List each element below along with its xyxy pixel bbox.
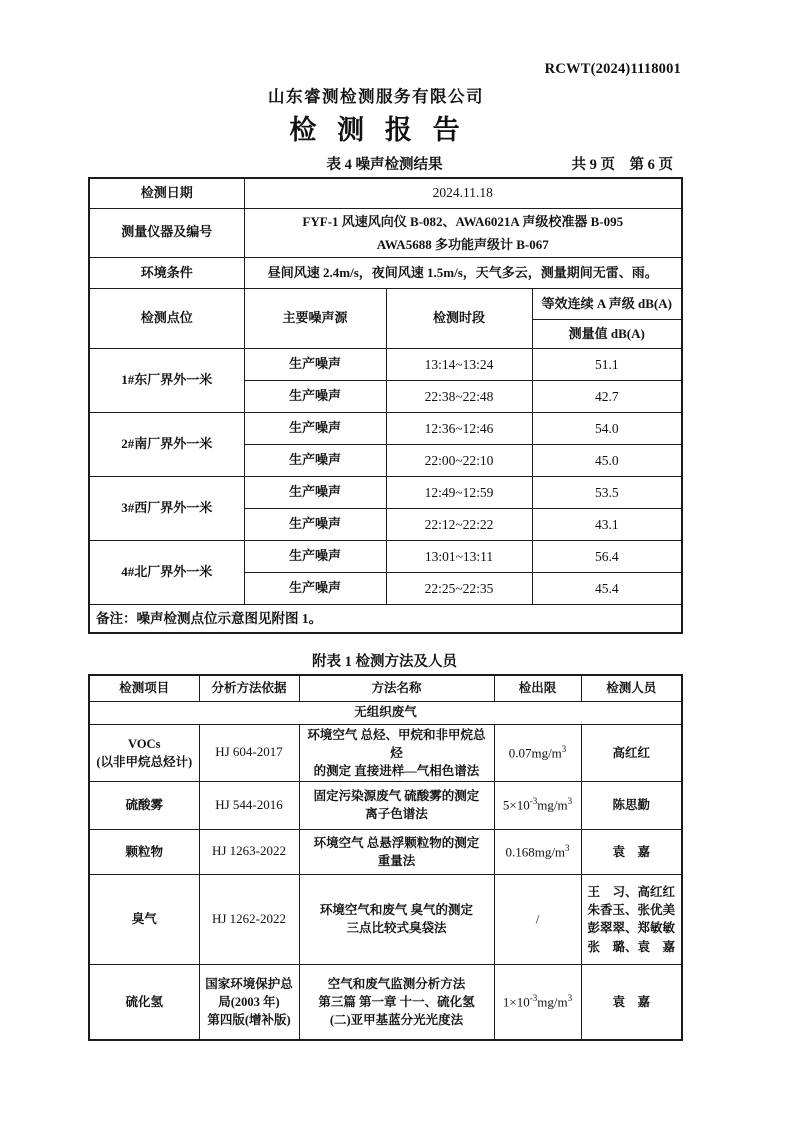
measured-value-cell: 53.5 (532, 477, 682, 509)
header-monitoring-point: 检测点位 (89, 289, 244, 349)
person-cell: 高红红 (581, 724, 682, 781)
instruments-line-1: FYF-1 风速风向仪 B-082、AWA6021A 声级校准器 B-095 (302, 213, 624, 229)
methods-table (88, 674, 683, 1041)
method-line: 离子色谱法 (365, 807, 428, 822)
monitoring-point-cell: 3#西厂界外一米 (89, 477, 244, 541)
company-name: 山东睿测检测服务有限公司 (268, 87, 484, 106)
header-basis: 分析方法依据 (199, 675, 299, 701)
person-line: 张 璐、袁 嘉 (587, 939, 675, 954)
report-number: RCWT(2024)1118001 (544, 61, 681, 77)
measured-value-cell: 45.4 (532, 573, 682, 605)
header-item: 检测项目 (89, 675, 199, 701)
limit-cell (494, 829, 581, 874)
method-cell (299, 874, 494, 964)
limit-unit: mg/m (531, 744, 562, 760)
instruments-line-2: AWA5688 多功能声级计 B-067 (376, 236, 549, 252)
header-noise-source: 主要噪声源 (244, 289, 386, 349)
basis-line: 局(2003 年) (218, 995, 280, 1010)
person-cell: 陈思勤 (581, 781, 682, 829)
noise-source-cell: 生产噪声 (244, 541, 386, 573)
basis-line: 第四版(增补版) (207, 1013, 291, 1028)
section-row-fugitive-gas: 无组织废气 (89, 701, 682, 724)
time-period-cell: 13:14~13:24 (386, 349, 532, 381)
header-level-group: 等效连续 A 声级 dB(A) (532, 289, 682, 320)
method-line: 环境空气 总悬浮颗粒物的测定 (313, 835, 480, 850)
person-line: 彭翠翠、郑敏敏 (587, 921, 675, 936)
method-cell (299, 964, 494, 1040)
method-line: 固定污染源废气 硫酸雾的测定 (313, 789, 480, 804)
limit-cell (494, 964, 581, 1040)
detection-date-value: 2024.11.18 (244, 178, 682, 208)
time-period-cell: 13:01~13:11 (386, 541, 532, 573)
method-line: 空气和废气监测分析方法 (327, 976, 466, 991)
item-cell: 臭气 (89, 874, 199, 964)
noise-source-cell: 生产噪声 (244, 445, 386, 477)
measured-value-cell: 51.1 (532, 349, 682, 381)
header-time-period: 检测时段 (386, 289, 532, 349)
page-indicator: 共 9 页 第 6 页 (572, 153, 674, 174)
person-cell: 袁 嘉 (581, 964, 682, 1040)
note-cell: 备注：噪声检测点位示意图见附图 1。 (89, 605, 682, 633)
header-limit: 检出限 (494, 675, 581, 701)
method-line: 环境空气 总烃、甲烷和非甲烷总烃 (307, 727, 486, 760)
header-person: 检测人员 (581, 675, 682, 701)
method-line: 环境空气和废气 臭气的测定 (319, 903, 474, 918)
person-cell: 袁 嘉 (581, 829, 682, 874)
limit-cell (494, 724, 581, 781)
document-title: 检 测 报 告 (289, 115, 467, 145)
time-period-cell: 12:49~12:59 (386, 477, 532, 509)
noise-results-table (88, 177, 683, 634)
basis-line: 国家环境保护总 (205, 976, 293, 991)
method-line: 第三篇 第一章 十一、硫化氢 (318, 995, 475, 1010)
person-cell (581, 874, 682, 964)
detection-date-label: 检测日期 (89, 178, 244, 208)
limit-unit: mg/m (537, 797, 568, 813)
basis-cell: HJ 544-2016 (199, 781, 299, 829)
instruments-value (244, 208, 682, 258)
basis-cell: HJ 1263-2022 (199, 829, 299, 874)
time-period-cell: 12:36~12:46 (386, 413, 532, 445)
limit-base: / (535, 911, 540, 927)
time-period-cell: 22:25~22:35 (386, 573, 532, 605)
method-line: (二)亚甲基蓝分光光度法 (329, 1013, 464, 1028)
basis-cell (199, 964, 299, 1040)
item-cell (89, 724, 199, 781)
basis-cell: HJ 604-2017 (199, 724, 299, 781)
limit-unit-exponent: 3 (567, 993, 573, 1004)
environment-label: 环境条件 (89, 258, 244, 289)
measured-value-cell: 56.4 (532, 541, 682, 573)
method-cell (299, 781, 494, 829)
noise-source-cell: 生产噪声 (244, 509, 386, 541)
item-line: VOCs (128, 736, 161, 751)
measured-value-cell: 42.7 (532, 381, 682, 413)
item-cell: 硫化氢 (89, 964, 199, 1040)
person-line: 王 习、高红红 (587, 885, 675, 900)
limit-unit-exponent: 3 (561, 743, 567, 754)
limit-exponent: -3 (529, 993, 538, 1004)
limit-unit-exponent: 3 (567, 796, 573, 807)
time-period-cell: 22:12~22:22 (386, 509, 532, 541)
time-period-cell: 22:00~22:10 (386, 445, 532, 477)
item-cell: 颗粒物 (89, 829, 199, 874)
method-cell (299, 724, 494, 781)
limit-base: 0.168 (505, 844, 535, 860)
method-line: 三点比较式臭袋法 (346, 921, 447, 936)
measured-value-cell: 45.0 (532, 445, 682, 477)
noise-source-cell: 生产噪声 (244, 477, 386, 509)
noise-source-cell: 生产噪声 (244, 381, 386, 413)
instruments-label: 测量仪器及编号 (89, 208, 244, 258)
limit-unit: mg/m (534, 844, 566, 860)
time-period-cell: 22:38~22:48 (386, 381, 532, 413)
header-measured-value: 测量值 dB(A) (532, 320, 682, 349)
item-cell: 硫酸雾 (89, 781, 199, 829)
noise-source-cell: 生产噪声 (244, 349, 386, 381)
noise-source-cell: 生产噪声 (244, 413, 386, 445)
limit-cell (494, 874, 581, 964)
item-line: (以非甲烷总烃计) (96, 754, 193, 769)
limit-cell (494, 781, 581, 829)
limit-base: 1×10 (502, 994, 530, 1010)
monitoring-point-cell: 2#南厂界外一米 (89, 413, 244, 477)
measured-value-cell: 54.0 (532, 413, 682, 445)
limit-unit: mg/m (537, 994, 568, 1010)
basis-cell: HJ 1262-2022 (199, 874, 299, 964)
table4-caption: 表 4 噪声检测结果 (326, 157, 443, 173)
noise-source-cell: 生产噪声 (244, 573, 386, 605)
method-line: 重量法 (377, 853, 416, 868)
method-line: 的测定 直接进样—气相色谱法 (313, 763, 480, 778)
header-method: 方法名称 (299, 675, 494, 701)
limit-unit-exponent: 3 (565, 842, 570, 853)
method-cell (299, 829, 494, 874)
person-line: 朱香玉、张优美 (587, 903, 675, 918)
limit-base: 0.07 (508, 744, 532, 760)
environment-value: 昼间风速 2.4m/s，夜间风速 1.5m/s，天气多云，测量期间无雷、雨。 (244, 258, 682, 289)
limit-exponent: -3 (529, 796, 538, 807)
methods-table-caption: 附表 1 检测方法及人员 (312, 654, 457, 670)
monitoring-point-cell: 1#东厂界外一米 (89, 349, 244, 413)
monitoring-point-cell: 4#北厂界外一米 (89, 541, 244, 605)
measured-value-cell: 43.1 (532, 509, 682, 541)
table4-caption-row (88, 153, 681, 173)
limit-base: 5×10 (502, 797, 530, 813)
